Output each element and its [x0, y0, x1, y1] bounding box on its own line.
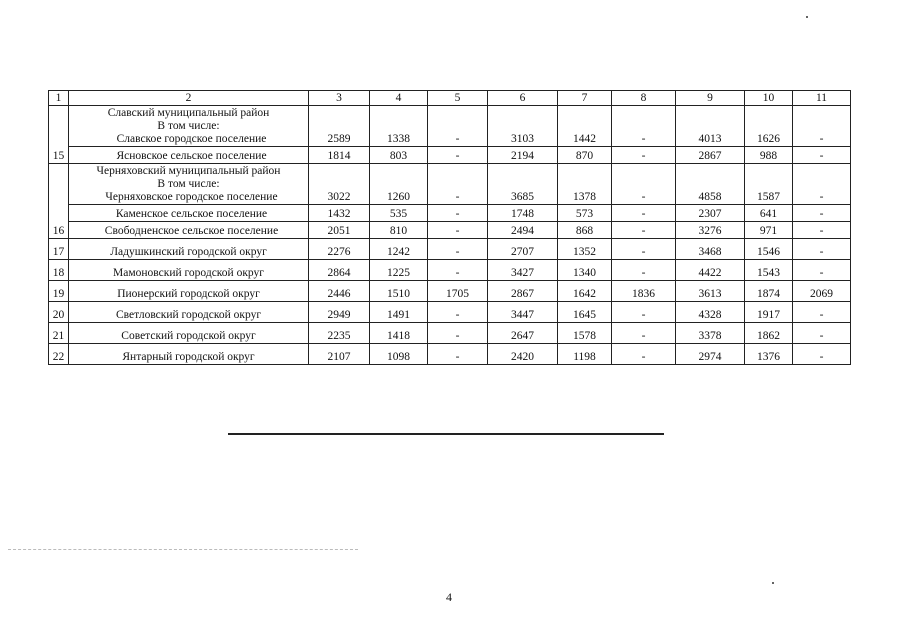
table-row: [49, 260, 851, 281]
value-cell: 3022: [309, 164, 370, 205]
header-cell: 8: [612, 91, 676, 106]
value-cell: 1510: [370, 281, 428, 302]
table-body: [49, 91, 851, 365]
data-table: [48, 90, 851, 365]
value-cell: 3427: [488, 260, 558, 281]
value-cell: 3613: [676, 281, 745, 302]
value-cell: 2867: [488, 281, 558, 302]
value-cell: 1442: [558, 106, 612, 147]
value-cell: -: [428, 260, 488, 281]
value-cell: 535: [370, 205, 428, 222]
table-row: [49, 164, 851, 205]
header-cell: 9: [676, 91, 745, 106]
value-cell: 1376: [745, 344, 793, 365]
value-cell: 2069: [793, 281, 851, 302]
value-cell: -: [793, 147, 851, 164]
value-cell: 1543: [745, 260, 793, 281]
header-cell: 6: [488, 91, 558, 106]
value-cell: 1626: [745, 106, 793, 147]
value-cell: 1418: [370, 323, 428, 344]
row-index: 17: [49, 239, 69, 260]
row-index: 19: [49, 281, 69, 302]
header-cell: 2: [69, 91, 309, 106]
value-cell: 4858: [676, 164, 745, 205]
value-cell: 1814: [309, 147, 370, 164]
header-cell: 5: [428, 91, 488, 106]
value-cell: 1491: [370, 302, 428, 323]
value-cell: 810: [370, 222, 428, 239]
value-cell: 1242: [370, 239, 428, 260]
value-cell: -: [428, 222, 488, 239]
row-name: [69, 106, 309, 147]
value-cell: 870: [558, 147, 612, 164]
header-cell: 1: [49, 91, 69, 106]
page-number: 4: [446, 590, 452, 604]
row-index: 20: [49, 302, 69, 323]
value-cell: 1432: [309, 205, 370, 222]
horizontal-rule: [228, 433, 664, 435]
header-cell: 10: [745, 91, 793, 106]
subtitle-label: В том числе:: [157, 120, 220, 132]
value-cell: 988: [745, 147, 793, 164]
value-cell: 4422: [676, 260, 745, 281]
table-row: [49, 239, 851, 260]
value-cell: 2051: [309, 222, 370, 239]
value-cell: 2949: [309, 302, 370, 323]
row-index: 21: [49, 323, 69, 344]
header-row: [49, 91, 851, 106]
value-cell: 1748: [488, 205, 558, 222]
value-cell: 1587: [745, 164, 793, 205]
value-cell: -: [793, 260, 851, 281]
row-name: [69, 164, 309, 205]
value-cell: -: [428, 147, 488, 164]
row-name: Пионерский городской округ: [69, 281, 309, 302]
value-cell: 1578: [558, 323, 612, 344]
value-cell: -: [612, 147, 676, 164]
value-cell: -: [793, 323, 851, 344]
value-cell: -: [612, 323, 676, 344]
value-cell: 2867: [676, 147, 745, 164]
value-cell: 4328: [676, 302, 745, 323]
table-row: [49, 281, 851, 302]
value-cell: 2194: [488, 147, 558, 164]
row-name: Мамоновский городской округ: [69, 260, 309, 281]
value-cell: 1546: [745, 239, 793, 260]
value-cell: -: [428, 164, 488, 205]
value-cell: 3468: [676, 239, 745, 260]
row-index: 15: [49, 106, 69, 164]
value-cell: 1642: [558, 281, 612, 302]
value-cell: 3447: [488, 302, 558, 323]
table-row: [49, 147, 851, 164]
row-name: Янтарный городской округ: [69, 344, 309, 365]
value-cell: 4013: [676, 106, 745, 147]
row-index: 18: [49, 260, 69, 281]
value-cell: -: [793, 164, 851, 205]
district-title: Черняховский муниципальный район: [96, 165, 281, 177]
value-cell: -: [428, 302, 488, 323]
value-cell: 1352: [558, 239, 612, 260]
table-row: [49, 302, 851, 323]
value-cell: 3378: [676, 323, 745, 344]
value-cell: 641: [745, 205, 793, 222]
value-cell: -: [428, 106, 488, 147]
settlement-name: Славское городское поселение: [116, 133, 267, 145]
table-row: [49, 323, 851, 344]
value-cell: 1645: [558, 302, 612, 323]
row-name: [69, 205, 309, 222]
header-cell: 3: [309, 91, 370, 106]
row-name: [69, 147, 309, 164]
value-cell: 2974: [676, 344, 745, 365]
value-cell: -: [428, 239, 488, 260]
subtitle-label: В том числе:: [157, 178, 220, 190]
value-cell: 2647: [488, 323, 558, 344]
value-cell: 2276: [309, 239, 370, 260]
value-cell: 2864: [309, 260, 370, 281]
value-cell: 573: [558, 205, 612, 222]
value-cell: 2589: [309, 106, 370, 147]
value-cell: -: [793, 222, 851, 239]
row-name: Светловский городской округ: [69, 302, 309, 323]
value-cell: -: [793, 205, 851, 222]
value-cell: -: [612, 106, 676, 147]
table-row: [49, 344, 851, 365]
row-name: [69, 222, 309, 239]
value-cell: -: [793, 302, 851, 323]
value-cell: -: [428, 344, 488, 365]
scan-speck: [806, 16, 808, 18]
value-cell: 2494: [488, 222, 558, 239]
value-cell: 1338: [370, 106, 428, 147]
value-cell: 3276: [676, 222, 745, 239]
value-cell: 2707: [488, 239, 558, 260]
value-cell: -: [612, 222, 676, 239]
value-cell: -: [793, 106, 851, 147]
value-cell: 2446: [309, 281, 370, 302]
value-cell: 1225: [370, 260, 428, 281]
value-cell: 971: [745, 222, 793, 239]
value-cell: 1874: [745, 281, 793, 302]
table-row: [49, 205, 851, 222]
row-name: Советский городской округ: [69, 323, 309, 344]
value-cell: -: [612, 205, 676, 222]
district-title: Славский муниципальный район: [107, 107, 270, 119]
settlement-name: Каменское сельское поселение: [115, 208, 268, 220]
value-cell: 1836: [612, 281, 676, 302]
value-cell: 1098: [370, 344, 428, 365]
value-cell: -: [793, 239, 851, 260]
scan-noise: [8, 549, 358, 550]
value-cell: 2307: [676, 205, 745, 222]
value-cell: 868: [558, 222, 612, 239]
row-index: 22: [49, 344, 69, 365]
value-cell: -: [612, 239, 676, 260]
value-cell: 1917: [745, 302, 793, 323]
value-cell: 2420: [488, 344, 558, 365]
value-cell: 1705: [428, 281, 488, 302]
row-name: Ладушкинский городской округ: [69, 239, 309, 260]
value-cell: 3685: [488, 164, 558, 205]
value-cell: 1862: [745, 323, 793, 344]
settlement-name: Свободненское сельское поселение: [104, 225, 279, 237]
value-cell: 3103: [488, 106, 558, 147]
value-cell: 1378: [558, 164, 612, 205]
value-cell: 803: [370, 147, 428, 164]
value-cell: -: [612, 164, 676, 205]
value-cell: 1260: [370, 164, 428, 205]
value-cell: -: [428, 323, 488, 344]
value-cell: -: [612, 302, 676, 323]
scan-speck: [772, 582, 774, 584]
table-row: [49, 222, 851, 239]
header-cell: 7: [558, 91, 612, 106]
value-cell: 1340: [558, 260, 612, 281]
header-cell: 4: [370, 91, 428, 106]
value-cell: -: [793, 344, 851, 365]
value-cell: -: [612, 260, 676, 281]
value-cell: -: [428, 205, 488, 222]
header-cell: 11: [793, 91, 851, 106]
row-index: 16: [49, 164, 69, 239]
settlement-name: Ясновское сельское поселение: [116, 150, 267, 162]
value-cell: -: [612, 344, 676, 365]
value-cell: 2107: [309, 344, 370, 365]
table-row: [49, 106, 851, 147]
settlement-name: Черняховское городское поселение: [105, 191, 278, 203]
value-cell: 2235: [309, 323, 370, 344]
value-cell: 1198: [558, 344, 612, 365]
